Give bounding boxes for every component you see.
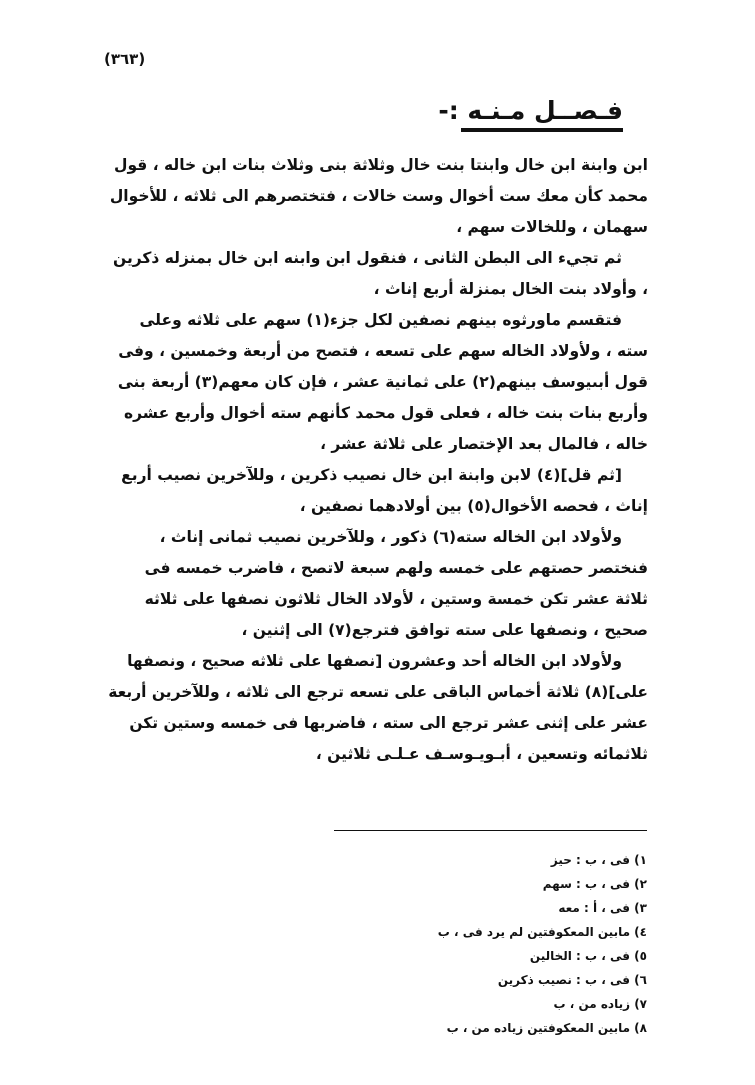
footnotes — [287, 848, 647, 1040]
paragraph: ثم تجيء الى البطن الثانى ، فنقول ابن وابنه ابن خال بمنزله ذكرين ، وأولاد بنت الخال بمنزلة أربع إناث ، — [113, 249, 648, 298]
footnote: ١) فى ، ب : حيز — [550, 853, 647, 867]
footnote-divider — [334, 830, 647, 831]
paragraph: ولأولاد ابن الخاله أحد وعشرون [نصفها على ثلاثه صحيح ، ونصفها على](٨) ثلاثة أخماس الباقى على تسعه ترجع الى ثلاثه ، وللآخرين أربعة عشر على إثنى عشر ترجع الى سته ، فاضربها فى خمسه وستين تكن ثلاثمائه وتسعين ، أبـويـوسـف عـلـى ثلاثين ، — [108, 652, 648, 763]
paragraph: فتقسم ماورثوه بينهم نصفين لكل جزء(١) سهم على ثلاثه وعلى سته ، ولأولاد الخاله سهم على تسعه ، فتصح من أربعة وخمسين ، وفى قول أبىيوسف بينهم(٢) على ثمانية عشر ، فإن كان معهم(٣) أربعة بنى وأربع بنات بنت خاله ، فعلى قول محمد كأنهم سته أخوال وأربع عشره خاله ، فالمال بعد الإختصار على ثلاثة عشر ، — [117, 311, 648, 453]
footnote: ٧) زياده من ، ب — [553, 997, 647, 1011]
page-number: (٣٦٣) — [104, 50, 146, 68]
footnote: ٦) فى ، ب : نصيب ذكرين — [497, 973, 647, 987]
heading-underline — [461, 128, 623, 132]
paragraph: ولأولاد ابن الخاله سته(٦) ذكور ، وللآخرين نصيب ثمانى إناث ، فنختصر حصتهم على خمسه ولهم سبعة لاتصح ، فاضرب خمسه فى ثلاثة عشر تكن خمسة وستين ، لأولاد الخال ثلاثون نصفها على ثلاثه صحيح ، ونصفها على سته توافق فترجع(٧) الى إثنين ، — [144, 528, 648, 639]
section-heading: فـصــل مـنـه :- — [438, 96, 623, 125]
body-text — [108, 150, 648, 770]
footnote: ٢) فى ، ب : سهم — [542, 877, 647, 891]
footnote: ٥) فى ، ب : الخالين — [529, 949, 647, 963]
paragraph: ابن وابنة ابن خال وابنتا بنت خال وثلاثة بنى وثلاث بنات ابن خاله ، قول محمد كأن معك ست أخوال وست خالات ، فتختصرهم الى ثلاثه ، للأخوال سهمان ، وللخالات سهم ، — [109, 156, 648, 236]
footnote: ٤) مابين المعكوفتين لم يرد فى ، ب — [437, 925, 647, 939]
footnote: ٨) مابين المعكوفتين زياده من ، ب — [446, 1021, 647, 1035]
paragraph: [ثم قل](٤) لابن وابنة ابن خال نصيب ذكرين ، وللآخرين نصيب أربع إناث ، فحصه الأخوال(٥) بين أولادهما نصفين ، — [121, 466, 648, 515]
footnote: ٣) فى ، أ : معه — [558, 901, 647, 915]
